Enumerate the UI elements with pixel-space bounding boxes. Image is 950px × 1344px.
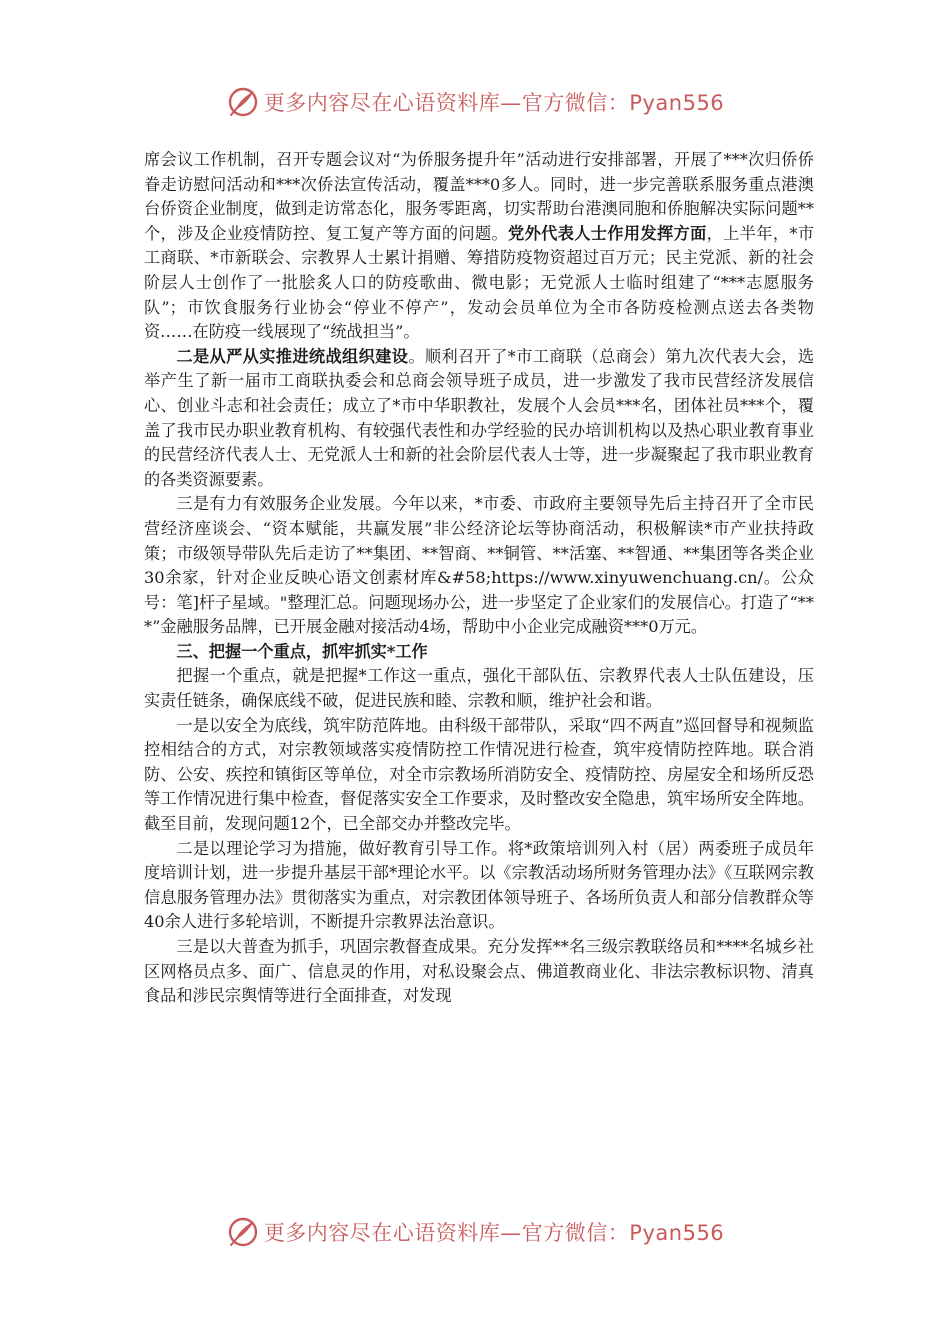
document-body [144, 148, 814, 1009]
paragraph [144, 714, 814, 837]
paragraph [144, 492, 814, 640]
paragraph [144, 640, 814, 665]
paragraph [144, 837, 814, 935]
footer-banner [0, 1212, 950, 1252]
bold-heading-text: 三、把握一个重点，抓牢抓实*工作 [176, 641, 428, 661]
paragraph [144, 664, 814, 713]
paragraph-text: 席会议工作机制，召开专题会议对“为侨服务提升年”活动进行安排部署，开展了***次归侨侨眷走访慰问活动和***次侨法宣传活动，覆盖***0多人。同时，进一步完善联系服务重点港澳台侨资企业制度，做到走访常态化，服务零距离，切实帮助台港澳同胞和侨胞解决实际问题**个，涉及企业疫情防控、复工复产等方面的问题。 [144, 150, 814, 243]
paragraph [144, 935, 814, 1009]
paragraph [144, 148, 814, 345]
bold-heading-text: 二是从严从实推进统战组织建设 [176, 346, 409, 366]
quill-logo-icon [226, 85, 260, 119]
paragraph-text: 一是以安全为底线，筑牢防范阵地。由科级干部带队，采取“四不两直”巡回督导和视频监控相结合的方式，对宗教领域落实疫情防控工作情况进行检查，筑牢疫情防控阵地。联合消防、公安、疾控和镇街区等单位，对全市宗教场所消防安全、疫情防控、房屋安全和场所反恐等工作情况进行集中检查，督促落实安全工作要求，及时整改安全隐患，筑牢场所安全阵地。截至目前，发现问题12个，已全部交办并整改完毕。 [144, 715, 814, 834]
banner-text: 更多内容尽在心语资料库—官方微信：Pyan556 [263, 1221, 725, 1245]
paragraph-text: 三是以大普查为抓手，巩固宗教督查成果。充分发挥**名三级宗教联络员和****名城乡社区网格员点多、面广、信息灵的作用，对私设聚会点、佛道教商业化、非法宗教标识物、清真食品和涉民宗舆情等进行全面排查，对发现 [144, 937, 814, 1006]
paragraph-text: 三是有力有效服务企业发展。今年以来，*市委、市政府主要领导先后主持召开了全市民营经济座谈会、“资本赋能，共赢发展”非公经济论坛等协商活动，积极解读*市产业扶持政策；市级领导带队先后走访了**集团、**智商、**铜管、**活塞、**智通、**集团等各类企业30余家，针对企业反映心语文创素材库&#58;https://www.xinyuwenchuang.cn/。公众号：笔]杆子星域。"整理汇总。问题现场办公，进一步坚定了企业家们的发展信心。打造了“***”金融服务品牌，已开展金融对接活动4场，帮助中小企业完成融资***0万元。 [144, 494, 814, 637]
banner-text: 更多内容尽在心语资料库—官方微信：Pyan556 [263, 91, 725, 115]
quill-logo-icon [226, 1215, 260, 1249]
paragraph-text: 二是以理论学习为措施，做好教育引导工作。将*政策培训列入村（居）两委班子成员年度培训计划，进一步提升基层干部*理论水平。以《宗教活动场所财务管理办法》《互联网宗教信息服务管理办法》贯彻落实为重点，对宗教团体领导班子、各场所负责人和部分信教群众等40余人进行多轮培训，不断提升宗教界法治意识。 [144, 838, 814, 932]
header-banner [0, 82, 950, 122]
paragraph-text: ，上半年，*市工商联、*市新联会、宗教界人士累计捐赠、筹措防疫物资超过百万元；民主党派、新的社会阶层人士创作了一批脍炙人口的防疫歌曲、微电影；无党派人士临时组建了“***志愿服务队”；市饮食服务行业协会“停业不停产”，发动会员单位为全市各防疫检测点送去各类物资……在防疫一线展现了“统战担当”。 [144, 223, 815, 342]
paragraph-text: 。顺利召开了*市工商联（总商会）第九次代表大会，选举产生了新一届市工商联执委会和总商会领导班子成员，进一步激发了我市民营经济发展信心、创业斗志和社会责任；成立了*市中华职教社，发展个人会员***名，团体社员***个，覆盖了我市民办职业教育机构、有较强代表性和办学经验的民办培训机构以及热心职业教育事业的民营经济代表人士、无党派人士和新的社会阶层代表人士等，进一步凝聚起了我市职业教育的各类资源要素。 [144, 346, 815, 489]
bold-heading-text: 党外代表人士作用发挥方面 [508, 223, 707, 243]
paragraph [144, 345, 814, 493]
paragraph-text: 把握一个重点，就是把握*工作这一重点，强化干部队伍、宗教界代表人士队伍建设，压实责任链条，确保底线不破，促进民族和睦、宗教和顺，维护社会和谐。 [144, 666, 814, 711]
